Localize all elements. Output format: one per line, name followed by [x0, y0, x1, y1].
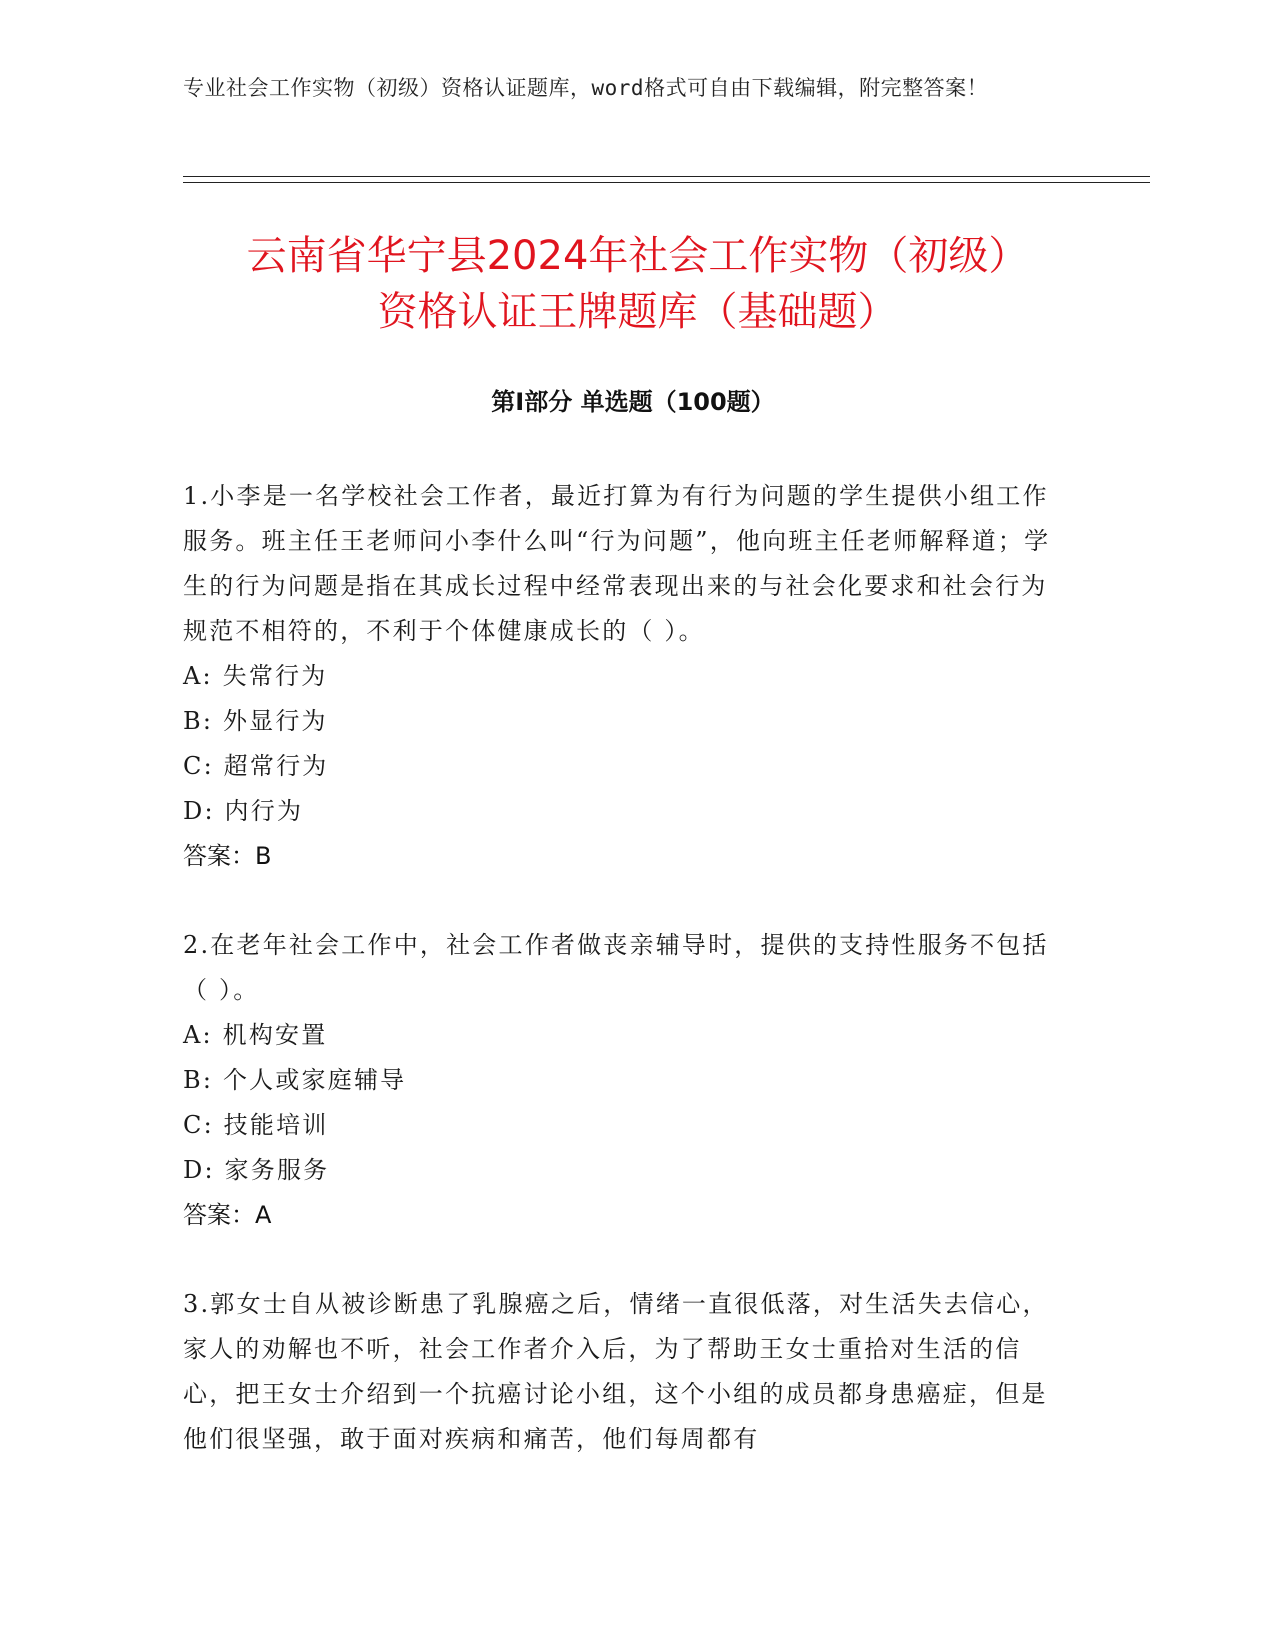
- header-divider-bottom: [183, 182, 1150, 183]
- header-divider-top: [183, 176, 1150, 177]
- option-a: A: 机构安置: [183, 1021, 328, 1049]
- option-d: D: 内行为: [183, 797, 304, 825]
- section-title: 第Ⅰ部分 单选题（100题）: [491, 388, 775, 416]
- option-c: C: 技能培训: [183, 1111, 329, 1139]
- document-title-line-1: 云南省华宁县2024年社会工作实物（初级）: [246, 233, 1029, 279]
- document-title-line-2: 资格认证王牌题库（基础题）: [377, 289, 898, 335]
- answer: 答案：B: [183, 842, 272, 870]
- option-b: B: 外显行为: [183, 707, 328, 735]
- question-2: [183, 923, 1063, 1238]
- option-c: C: 超常行为: [183, 752, 329, 780]
- option-b: B: 个人或家庭辅导: [183, 1066, 407, 1094]
- question-1: [183, 474, 1063, 879]
- question-list: [183, 474, 1063, 1506]
- option-d: D: 家务服务: [183, 1156, 330, 1184]
- answer: 答案：A: [183, 1201, 272, 1229]
- header-note: 专业社会工作实物（初级）资格认证题库，word格式可自由下载编辑，附完整答案！: [183, 76, 989, 100]
- option-a: A: 失常行为: [183, 662, 328, 690]
- question-3: [183, 1282, 1063, 1462]
- question-stem: 3.郭女士自从被诊断患了乳腺癌之后，情绪一直很低落，对生活失去信心，家人的劝解也不听，社会工作者介入后，为了帮助王女士重拾对生活的信心，把王女士介绍到一个抗癌讨论小组，这个小组的成员都身患癌症，但是他们很坚强，敢于面对疾病和痛苦，他们每周都有: [183, 1290, 1049, 1453]
- document-title: [140, 228, 1135, 340]
- question-stem: 1.小李是一名学校社会工作者，最近打算为有行为问题的学生提供小组工作服务。班主任王老师问小李什么叫“行为问题”，他向班主任老师解释道；学生的行为问题是指在其成长过程中经常表现出来的与社会化要求和社会行为规范不相符的，不利于个体健康成长的（ ）。: [183, 482, 1051, 645]
- question-stem: 2.在老年社会工作中，社会工作者做丧亲辅导时，提供的支持性服务不包括（ ）。: [183, 931, 1049, 1004]
